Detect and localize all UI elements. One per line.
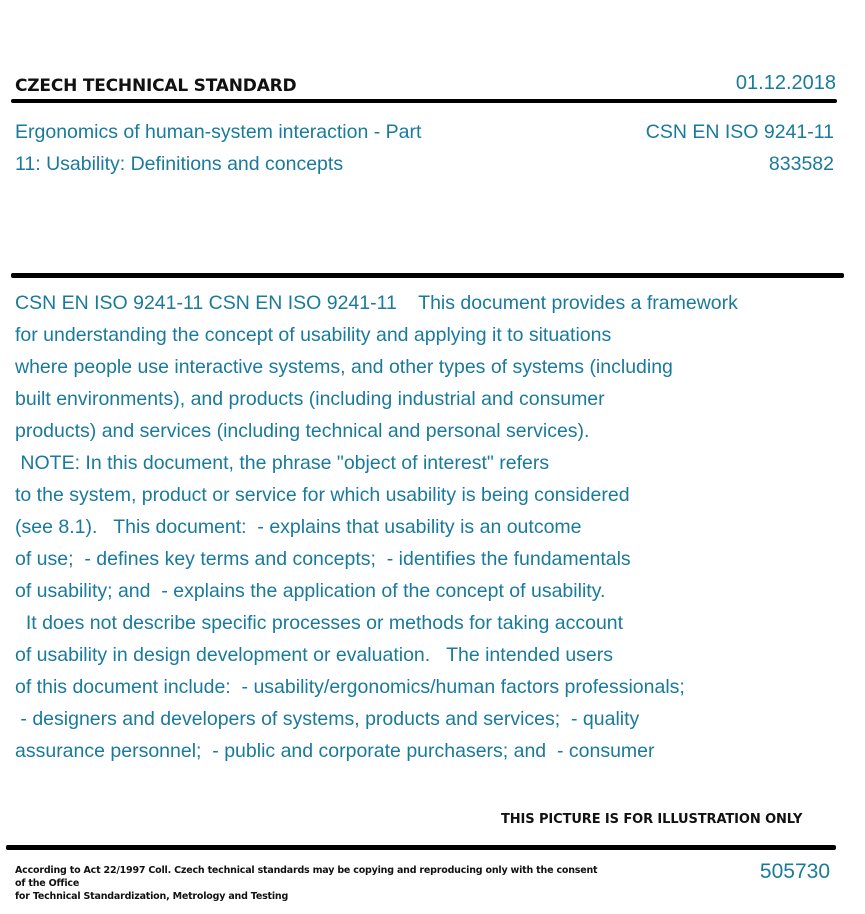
standard-title-line: Ergonomics of human-system interaction - Part (15, 121, 422, 143)
illustration-note: THIS PICTURE IS FOR ILLUSTRATION ONLY (501, 812, 803, 827)
catalog-number: 833582 (768, 153, 834, 175)
header-divider (11, 99, 837, 103)
abstract-line: - designers and developers of systems, products and services; - quality (15, 708, 640, 730)
legal-notice-line: for Technical Standardization, Metrology and Testing (15, 891, 289, 902)
document-id: 505730 (759, 860, 830, 883)
publication-date: 01.12.2018 (735, 72, 836, 94)
title-divider (11, 273, 844, 278)
abstract-line: products) and services (including technical and personal services). (15, 420, 590, 442)
abstract-line: (see 8.1). This document: - explains that usability is an outcome (15, 516, 582, 538)
abstract-line: of this document include: - usability/ergonomics/human factors professionals; (15, 676, 685, 698)
abstract-line: CSN EN ISO 9241-11 CSN EN ISO 9241-11 This document provides a framework (15, 292, 738, 314)
abstract-line: to the system, product or service for which usability is being considered (15, 484, 630, 506)
standard-codes (646, 116, 834, 180)
abstract-line: for understanding the concept of usability and applying it to situations (15, 324, 612, 346)
abstract-line: built environments), and products (including industrial and consumer (15, 388, 605, 410)
abstract-line: assurance personnel; - public and corporate purchasers; and - consumer (15, 740, 655, 762)
standard-title-line: 11: Usability: Definitions and concepts (15, 153, 344, 175)
legal-notice-line: According to Act 22/1997 Coll. Czech technical standards may be copying and reproducing only with the consent of the Office (15, 865, 598, 889)
abstract-line: of use; - defines key terms and concepts; - identifies the fundamentals (15, 548, 631, 570)
abstract-text (15, 287, 855, 767)
abstract-line: of usability in design development or evaluation. The intended users (15, 644, 614, 666)
abstract-line: of usability; and - explains the application of the concept of usability. (15, 580, 606, 602)
abstract-line: NOTE: In this document, the phrase "object of interest" refers (15, 452, 550, 474)
legal-notice (15, 864, 605, 903)
standard-type-label: CZECH TECHNICAL STANDARD (15, 76, 297, 96)
footer-divider (6, 845, 836, 850)
standard-title (15, 116, 485, 180)
abstract-line: It does not describe specific processes or methods for taking account (15, 612, 624, 634)
abstract-line: where people use interactive systems, and other types of systems (including (15, 356, 673, 378)
standard-code: CSN EN ISO 9241-11 (645, 121, 834, 143)
